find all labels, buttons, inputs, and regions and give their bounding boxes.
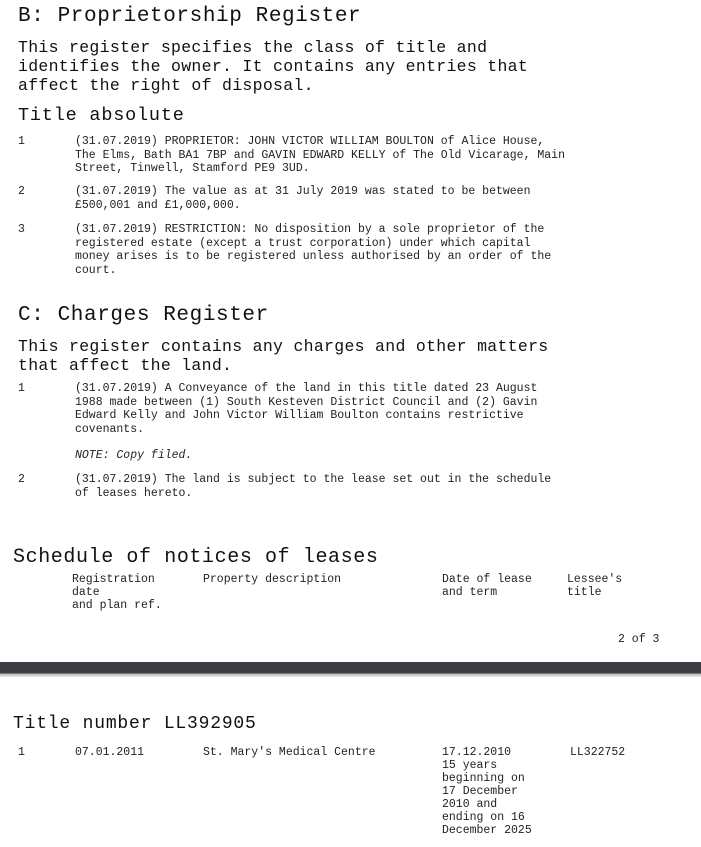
column-header-lease-date: Date of lease and term xyxy=(442,573,532,599)
lease-entry-text: (31.07.2019) The land is subject to the lease set out in the schedule of leases hereto. xyxy=(75,473,552,500)
column-header-lessee-title: Lessee's title xyxy=(567,573,623,599)
title-number: Title number LL392905 xyxy=(13,714,257,734)
section-b-heading: B: Proprietorship Register xyxy=(18,5,362,28)
column-header-property-description: Property description xyxy=(203,573,342,586)
conveyance-note: NOTE: Copy filed. xyxy=(75,449,193,462)
conveyance-entry-text: (31.07.2019) A Conveyance of the land in this title dated 23 August 1988 made between (1) South Kesteven District Council and (2) Gavin Edward Kelly and John Victor William Boulton contains restrictive covenants. xyxy=(75,382,538,436)
section-c-intro: This register contains any charges and other matters that affect the land. xyxy=(18,337,549,375)
schedule-row-property: St. Mary's Medical Centre xyxy=(203,746,376,759)
entry-number: 2 xyxy=(18,185,25,198)
value-entry-text: (31.07.2019) The value as at 31 July 2019 was stated to be between £500,001 and £1,000,000. xyxy=(75,185,531,212)
schedule-row-registration-date: 07.01.2011 xyxy=(75,746,145,759)
column-header-registration-date: Registration date and plan ref. xyxy=(72,573,162,612)
entry-number: 1 xyxy=(18,382,25,395)
page-separator xyxy=(0,662,701,677)
entry-number: 3 xyxy=(18,223,25,236)
section-c-heading: C: Charges Register xyxy=(18,304,269,327)
restriction-entry-text: (31.07.2019) RESTRICTION: No disposition by a sole proprietor of the registered estate (except a trust corporation) under which capital money arises is to be registered unless authorised by an order of the court. xyxy=(75,223,552,277)
schedule-row-number: 1 xyxy=(18,746,25,759)
page-indicator: 2 of 3 xyxy=(618,633,660,646)
proprietor-entry-text: (31.07.2019) PROPRIETOR: JOHN VICTOR WILLIAM BOULTON of Alice House, The Elms, Bath BA1 7BP and GAVIN EDWARD KELLY of The Old Vicarage, Main Street, Tinwell, Stamford PE9 3UD. xyxy=(75,135,565,175)
entry-number: 2 xyxy=(18,473,25,486)
section-b-intro: This register specifies the class of title and identifies the owner. It contains any entries that affect the right of disposal. xyxy=(18,38,529,95)
entry-number: 1 xyxy=(18,135,25,148)
schedule-heading: Schedule of notices of leases xyxy=(13,546,379,569)
schedule-row-lease-date: 17.12.2010 15 years beginning on 17 December 2010 and ending on 16 December 2025 xyxy=(442,746,532,837)
section-b-subheading: Title absolute xyxy=(18,105,185,126)
schedule-row-lessee-title: LL322752 xyxy=(570,746,626,759)
document-page-3 xyxy=(0,677,701,847)
